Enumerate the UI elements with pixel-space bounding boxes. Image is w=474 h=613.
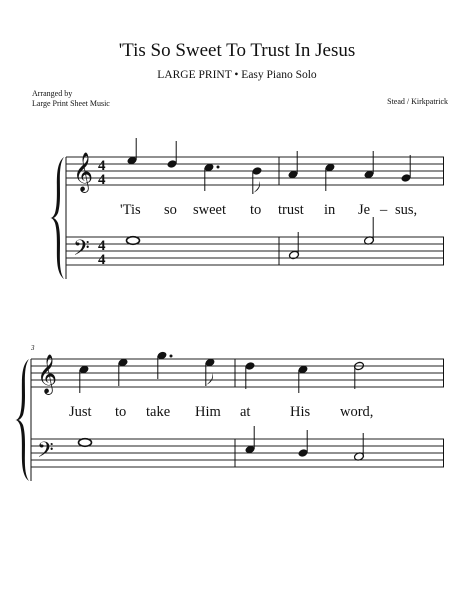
brace-icon — [15, 359, 29, 481]
lyric-syllable: take — [146, 404, 171, 420]
time-sig-top: 4 — [98, 238, 106, 254]
treble-staff — [31, 359, 444, 387]
lyric-syllable: to — [250, 202, 262, 218]
bass-staff — [66, 237, 444, 265]
time-sig-top: 4 — [98, 158, 106, 174]
arranger-label: Arranged by — [32, 89, 73, 98]
system-1 — [50, 138, 444, 279]
time-sig-bottom: 4 — [98, 172, 106, 188]
system-2 — [15, 344, 444, 481]
arranger-name: Large Print Sheet Music — [32, 99, 110, 108]
bass-notes-1 — [127, 217, 375, 260]
lyric-syllable: at — [240, 404, 251, 420]
lyric-syllable: Je — [358, 202, 371, 218]
page-subtitle: LARGE PRINT • Easy Piano Solo — [157, 69, 317, 81]
treble-notes-1 — [127, 138, 412, 194]
lyric-syllable: word, — [340, 404, 374, 420]
lyric-syllable: so — [164, 202, 177, 218]
lyric-hyphen: – — [380, 202, 388, 218]
lyric-syllable: 'Tis — [120, 202, 141, 218]
bass-clef-icon: 𝄢 — [73, 236, 90, 266]
bass-clef-icon: 𝄢 — [37, 438, 54, 468]
bass-staff — [31, 439, 444, 467]
treble-clef-icon: 𝄞 — [37, 354, 58, 394]
lyric-syllable: in — [324, 202, 336, 218]
lyric-syllable: His — [290, 404, 311, 420]
time-sig-bottom: 4 — [98, 252, 106, 268]
lyric-syllable: Him — [195, 404, 221, 420]
lyric-syllable: sus, — [395, 202, 418, 218]
measure-number: 3 — [31, 344, 35, 352]
lyric-syllable: trust — [278, 202, 304, 218]
bass-notes-2 — [79, 426, 365, 461]
lyrics-system-1 — [120, 202, 417, 218]
brace-icon — [50, 157, 64, 279]
treble-clef-icon: 𝄞 — [73, 152, 94, 192]
lyric-syllable: sweet — [193, 202, 227, 218]
page-title: 'Tis So Sweet To Trust In Jesus — [118, 40, 356, 61]
lyric-syllable: to — [115, 404, 127, 420]
lyrics-system-2 — [69, 404, 373, 420]
lyric-syllable: Just — [69, 404, 92, 420]
composer-credit: Stead / Kirkpatrick — [387, 97, 448, 106]
